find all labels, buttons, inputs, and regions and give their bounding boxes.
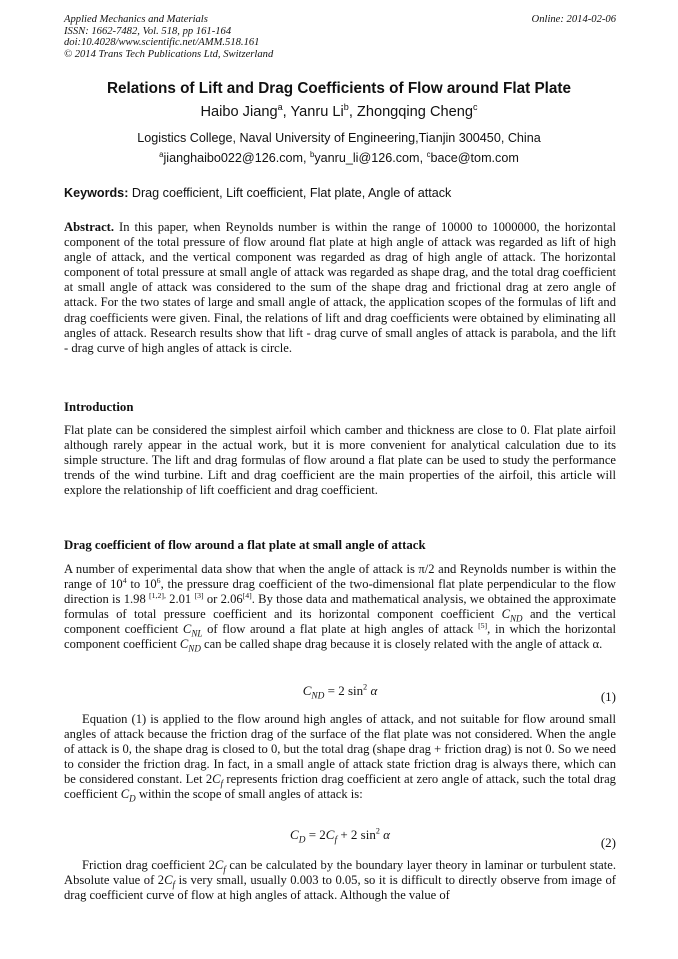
text-run: is very small, usually 0.003 to 0.05, so it is difficult to directly observe from image of drag coefficient curve of flow at high angles of attack. Although the value of — [64, 873, 616, 903]
text-run: , the pressure drag coefficient of the two-dimensional flat plate perpendicular to the flow direction is 1.98 — [64, 577, 617, 607]
symbol: α — [367, 683, 378, 698]
author-mark: c — [472, 102, 478, 113]
author-name: Zhongqing Cheng — [356, 104, 473, 120]
text-run: can be called shape drag because it is closely related with the angle of attack α. — [200, 637, 603, 652]
text-run: = 2 sin — [324, 683, 364, 698]
text-run: , in which the horizontal component coefficient — [64, 622, 616, 652]
journal-header — [64, 14, 616, 60]
citation: [3] — [194, 591, 204, 600]
text-run: + 2 sin — [337, 827, 376, 842]
symbol-subscript: f — [223, 864, 226, 875]
exponent: 2 — [375, 826, 380, 836]
text-run: of flow around a flat plate at high angles of attack — [202, 622, 479, 637]
citation: [1,2], — [149, 591, 166, 600]
abstract-text: In this paper, when Reynolds number is within the range of 10000 to 1000000, the horizontal component of the total pressure of flow around flat plate at high angle of attack was regarded as lift of high angle of attack, and the vertical component was regarded as drag of high angle of attack. The horizontal component of total pressure at small angle of attack was regarded as shape drag, and the total drag coefficient at small angle of attack was considered to the sum of the shape drag and frictional drag at zero angle of attack. For the two states of large and small angle of attack, the application scopes of the formulas of lift and drag coefficients were given. Final, the relations of lift and drag coefficients were obtained by eliminating all angles of attack. Research results show that lift - drag curve of small angles of attack is parabola, and the lift - drag curve of high angles of attack is circle. — [64, 220, 616, 355]
equation-formula — [64, 826, 616, 846]
email-mark: b — [310, 149, 315, 159]
email-link[interactable]: bace@tom.com — [430, 151, 519, 165]
body-paragraph — [64, 858, 616, 903]
doi-line: doi:10.4028/www.scientific.net/AMM.518.161 — [64, 37, 260, 49]
email-mark: c — [426, 149, 431, 159]
email-link[interactable]: jianghaibo022@126.com — [163, 151, 304, 165]
text-run: can be calculated by the boundary layer theory in laminar or turbulent state. Absolute value of 2 — [64, 858, 617, 888]
email-link[interactable]: yanru_li@126.com — [314, 151, 420, 165]
symbol-subscript: ND — [188, 643, 201, 654]
symbol: C — [214, 858, 224, 872]
equation-number: (2) — [600, 835, 616, 850]
text-run: to 10 — [126, 577, 157, 592]
text-run: within the scope of small angles of attack is: — [135, 787, 363, 802]
issn-line: ISSN: 1662-7482, Vol. 518, pp 161-164 — [64, 25, 232, 37]
citation: [5] — [478, 621, 488, 631]
section-heading: Introduction — [64, 400, 134, 414]
exponent: 2 — [363, 682, 368, 692]
keywords-text: Drag coefficient, Lift coefficient, Flat plate, Angle of attack — [131, 186, 452, 200]
text-run: Friction drag coefficient 2 — [82, 858, 215, 872]
exponent: 4 — [122, 575, 127, 585]
symbol: C — [302, 683, 312, 698]
symbol-subscript: f — [220, 778, 224, 789]
author-list: Haibo Jiang$^a$, Yanru Li$^b$, Zhongqing Cheng$^c$ — [200, 102, 478, 120]
symbol: C — [290, 827, 299, 842]
symbol: C — [182, 622, 192, 637]
symbol-subscript: D — [298, 835, 306, 846]
copyright-line: © 2014 Trans Tech Publications Ltd, Switzerland — [64, 48, 274, 60]
exponent: 6 — [156, 575, 161, 585]
symbol-subscript: NL — [191, 628, 203, 639]
online-date: Online: 2014-02-06 — [531, 14, 616, 25]
journal-name: Applied Mechanics and Materials — [64, 14, 208, 25]
symbol-subscript: ND — [509, 613, 523, 624]
introduction-paragraph: Flat plate can be considered the simplest airfoil which camber and thickness are close to 0. Flat plate airfoil although rarely appear in the actual work, but it is more convenient for analytical calculation due to its simple structure. The lift and drag formulas of flow around a flat plate can be used to study the performance trends of the wind turbine. Lift and drag coefficient are the main properties of the airfoil, this article will explore the relationship of lift coefficient and drag coefficient. — [64, 423, 616, 498]
keywords-label: Keywords: — [64, 186, 129, 200]
author-name: Yanru Li — [290, 104, 344, 120]
text-run: and the vertical component coefficient — [64, 607, 616, 637]
equation-formula — [64, 682, 616, 702]
abstract-paragraph — [64, 220, 616, 356]
paper-title: Relations of Lift and Drag Coefficients of Flow around Flat Plate — [106, 80, 572, 97]
text-run: = 2 — [305, 827, 326, 842]
equation-number: (1) — [600, 689, 616, 704]
text-run: represents friction drag coefficient at zero angle of attack, such the total drag coefficient — [64, 772, 616, 802]
author-name: Haibo Jiang — [200, 104, 278, 120]
text-run: . By those data and mathematical analysis, we obtained the approximate formulas of total pressure coefficient and its horizontal component coefficient — [64, 592, 616, 622]
symbol: C — [120, 787, 130, 802]
symbol: C — [212, 772, 221, 787]
text-run: 2.01 — [165, 592, 195, 607]
citation: [4] — [242, 591, 252, 600]
keywords — [64, 186, 616, 200]
text-run: A number of experimental data show that when the angle of attack is π/2 and Reynolds number is within the range of 10 — [64, 562, 616, 592]
symbol: C — [501, 607, 510, 622]
section-heading: Drag coefficient of flow around a flat plate at small angle of attack — [64, 538, 426, 552]
text-run: Equation (1) is applied to the flow around high angles of attack, and not suitable for flow around small angles of attack because the friction drag of the surface of the flat plate was not considered. When the angle of attack is 0, the shape drag is closed to 0, but the total drag (shape drag + friction drag) is not 0. So we need to consider the friction drag. In fact, in a small angle of attack state friction drag is always there, which can be considered constant. Let 2 — [64, 712, 616, 787]
symbol-subscript: ND — [311, 691, 325, 702]
symbol: α — [379, 827, 390, 842]
author-mark: b — [343, 102, 349, 113]
symbol: C — [164, 873, 173, 888]
symbol-subscript: D — [129, 793, 136, 804]
email-list: $^a$jianghaibo022@126.com, $^b$yanru_li@126.com, $^c$bace@tom.com — [159, 149, 519, 165]
symbol: C — [325, 827, 335, 842]
symbol: C — [179, 637, 189, 652]
abstract-label: Abstract. — [64, 220, 115, 234]
symbol-subscript: f — [172, 879, 176, 890]
text-run: or 2.06 — [203, 592, 243, 607]
affiliation: Logistics College, Naval University of Engineering,Tianjin 300450, China — [137, 131, 541, 145]
author-mark: a — [277, 102, 283, 113]
body-paragraph — [64, 562, 616, 653]
symbol-subscript: f — [334, 835, 338, 846]
email-mark: a — [159, 149, 164, 159]
body-paragraph — [64, 712, 616, 803]
